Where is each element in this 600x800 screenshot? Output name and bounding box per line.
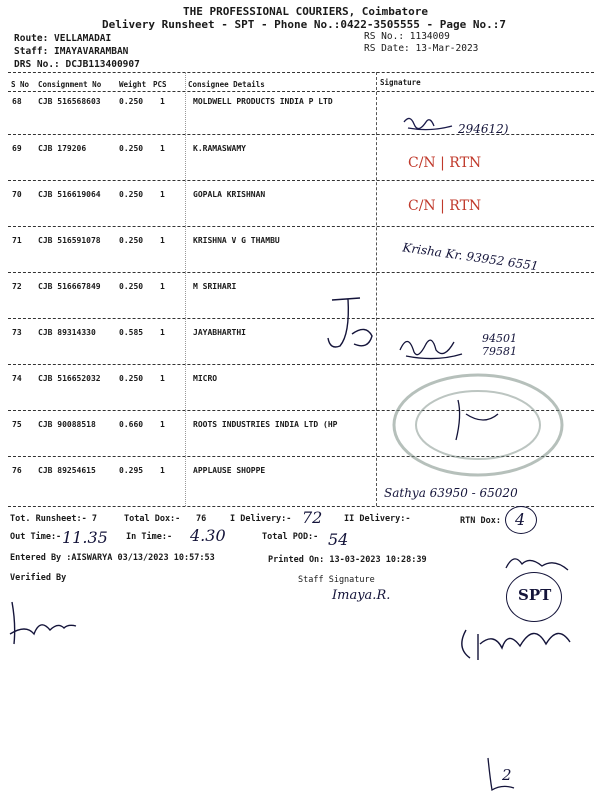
row-consignment: CJB 89254615 [38, 466, 96, 475]
verified-by-label: Verified By [10, 573, 67, 583]
row-sno: 68 [12, 97, 22, 106]
rs-number: RS No.: 1134009 [364, 31, 450, 42]
row-pcs: 1 [160, 97, 165, 106]
row-rule [8, 226, 594, 227]
staff-label: Staff: IMAYAVARAMBAN [14, 46, 129, 57]
table-row [0, 97, 600, 117]
row-consignment: CJB 516619064 [38, 190, 101, 199]
row-pcs: 1 [160, 466, 165, 475]
in-time-label: In Time:- [126, 532, 173, 542]
row-consignment: CJB 516568603 [38, 97, 101, 106]
signature-scribble-73 [396, 330, 466, 364]
signature-row-76: Sathya 63950 - 65020 [384, 486, 518, 500]
row-rule [8, 272, 594, 273]
col-header-sno: S No [11, 80, 30, 89]
row-pcs: 1 [160, 282, 165, 291]
route-label: Route: VELLAMADAI [14, 33, 112, 44]
row-pcs: 1 [160, 236, 165, 245]
row-sno: 74 [12, 374, 22, 383]
out-time-label: Out Time:- [10, 532, 62, 542]
spt-stamp-text: SPT [518, 586, 552, 604]
signature-row-69: C/N | RTN [408, 155, 482, 171]
row-sno: 76 [12, 466, 22, 475]
total-dox-label: Total Dox:- [124, 514, 181, 524]
company-title: THE PROFESSIONAL COURIERS, Coimbatore [183, 5, 429, 18]
row-sno: 70 [12, 190, 22, 199]
signature-row-70: C/N | RTN [408, 198, 482, 214]
table-bottom-rule [8, 506, 594, 507]
row-consignment: CJB 516652032 [38, 374, 101, 383]
row-sno: 75 [12, 420, 22, 429]
row-consignee: KRISHNA V G THAMBU [193, 236, 280, 245]
row-sno: 69 [12, 144, 22, 153]
in-time-value: 4.30 [190, 526, 226, 545]
signature-scribble-68 [400, 112, 460, 136]
row-rule [8, 180, 594, 181]
row-weight: 0.295 [119, 466, 144, 475]
col-header-pcs: PCS [153, 80, 167, 89]
i-delivery-value: 72 [302, 508, 323, 527]
row-consignee: JAYABHARTHI [193, 328, 246, 337]
row-rule [8, 318, 594, 319]
row-consignment: CJB 516591078 [38, 236, 101, 245]
row-consignee: MOLDWELL PRODUCTS INDIA P LTD [193, 97, 333, 106]
signature-row-68: 294612) [458, 122, 509, 136]
row-pcs: 1 [160, 420, 165, 429]
row-consignment: CJB 90088518 [38, 420, 96, 429]
supervisor-signature [450, 548, 590, 678]
row-weight: 0.250 [119, 236, 144, 245]
signature-row-73: 94501 79581 [482, 332, 517, 358]
out-time-value: 11.35 [62, 528, 108, 547]
runsheet-subtitle: Delivery Runsheet - SPT - Phone No.:0422-3505555 - Page No.:7 [102, 18, 506, 31]
row-pcs: 1 [160, 328, 165, 337]
row-consignment: CJB 516667849 [38, 282, 101, 291]
row-consignment: CJB 179206 [38, 144, 87, 153]
row-sno: 72 [12, 282, 22, 291]
initial-scribble-72 [320, 294, 380, 354]
row-pcs: 1 [160, 144, 165, 153]
row-consignment: CJB 89314330 [38, 328, 96, 337]
row-sno: 71 [12, 236, 22, 245]
row-weight: 0.250 [119, 282, 144, 291]
table-row [0, 236, 600, 256]
row-weight: 0.250 [119, 97, 144, 106]
rs-date: RS Date: 13-Mar-2023 [364, 43, 479, 54]
total-dox-value: 76 [196, 514, 207, 524]
row-consignee: ROOTS INDUSTRIES INDIA LTD (HP [193, 420, 338, 429]
drs-number: DRS No.: DCJB113400907 [14, 59, 140, 70]
col-header-signature: Signature [380, 78, 421, 87]
i-delivery-label: I Delivery:- [230, 514, 292, 524]
row-rule [8, 364, 594, 365]
row-weight: 0.250 [119, 374, 144, 383]
row-weight: 0.250 [119, 190, 144, 199]
row-weight: 0.660 [119, 420, 144, 429]
col-header-consignee: Consignee Details [188, 80, 265, 89]
row-consignee: GOPALA KRISHNAN [193, 190, 266, 199]
rtn-dox-value: 4 [515, 510, 526, 529]
row-sno: 73 [12, 328, 22, 337]
rtn-dox-circle [505, 506, 537, 534]
col-header-weight: Weight [119, 80, 147, 89]
total-pod-label: Total POD:- [262, 532, 319, 542]
staff-signature-label: Staff Signature [298, 575, 375, 585]
printed-on: Printed On: 13-03-2023 10:28:39 [268, 555, 427, 565]
table-row [0, 282, 600, 302]
page-mark: 2 [502, 766, 512, 784]
table-header-rule [8, 91, 594, 92]
table-row [0, 144, 600, 164]
row-consignee: MICRO [193, 374, 218, 383]
row-pcs: 1 [160, 190, 165, 199]
total-pod-value: 54 [328, 530, 349, 549]
entered-by: Entered By :AISWARYA 03/13/2023 10:57:53 [10, 553, 215, 563]
table-row [0, 190, 600, 210]
signature-row-71: Krisha Kr. 93952 6551 [401, 240, 540, 274]
office-stamp-icon [388, 370, 568, 480]
total-runsheet: Tot. Runsheet:- 7 [10, 514, 97, 524]
staff-signature-hand: Imaya.R. [332, 588, 391, 603]
row-weight: 0.585 [119, 328, 144, 337]
row-consignee: M SRIHARI [193, 282, 237, 291]
row-consignee: APPLAUSE SHOPPE [193, 466, 266, 475]
row-pcs: 1 [160, 374, 165, 383]
col-header-consignment: Consignment No [38, 80, 102, 89]
row-weight: 0.250 [119, 144, 144, 153]
row-consignee: K.RAMASWAMY [193, 144, 246, 153]
verifier-signature [6, 594, 86, 648]
table-top-rule [8, 72, 594, 73]
ii-delivery-label: II Delivery:- [344, 514, 411, 524]
rtn-dox-label: RTN Dox: [460, 516, 501, 526]
